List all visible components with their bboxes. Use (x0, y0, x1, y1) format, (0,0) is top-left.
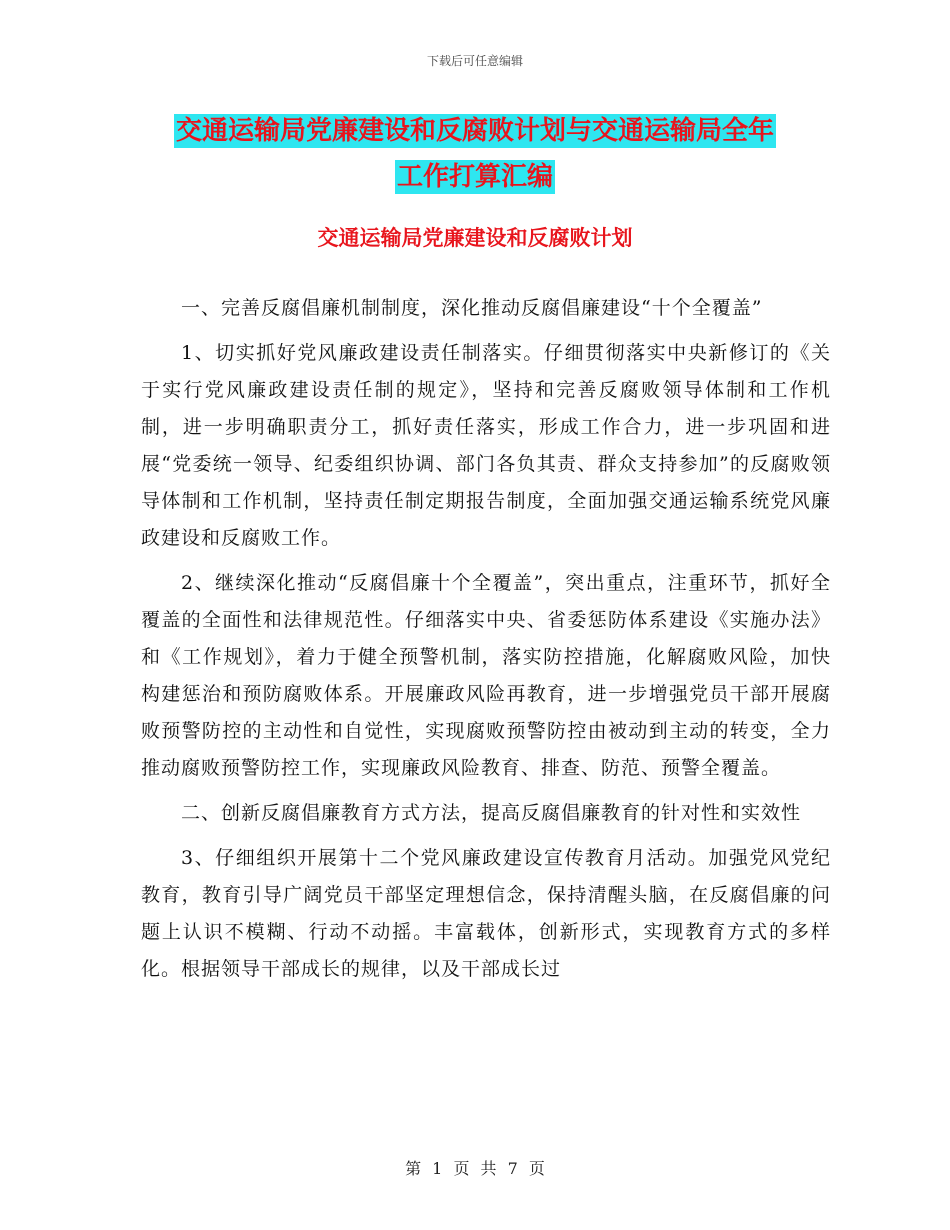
document-title (0, 108, 950, 200)
page-number: 第 1 页 共 7 页 (405, 1159, 545, 1178)
section-title: 交通运输局党廉建设和反腐败计划 (317, 225, 633, 250)
document-title-line-1: 交通运输局党廉建设和反腐败计划与交通运输局全年 (175, 116, 774, 146)
paragraph-item-1: 1、切实抓好党风廉政建设责任制落实。仔细贯彻落实中央新修订的《关于实行党风廉政建设责任制的规定》，坚持和完善反腐败领导体制和工作机制，进一步明确职责分工，抓好责任落实，形成工作合力，进一步巩固和进展“党委统一领导、纪委组织协调、部门各负其责、群众支持参加”的反腐败领导体制和工作机制，坚持责任制定期报告制度，全面加强交通运输系统党风廉政建设和反腐败工作。 (141, 342, 831, 549)
paragraph-heading-2: 二、创新反腐倡廉教育方式方法，提高反腐倡廉教育的针对性和实效性 (181, 802, 802, 824)
paragraph-heading-1: 一、完善反腐倡廉机制制度，深化推动反腐倡廉建设“十个全覆盖” (181, 297, 763, 319)
document-title-line-2: 工作打算汇编 (396, 162, 553, 192)
document-body (141, 290, 831, 996)
paragraph-item-2: 2、继续深化推动“反腐倡廉十个全覆盖”，突出重点，注重环节，抓好全覆盖的全面性和法律规范性。仔细落实中央、省委惩防体系建设《实施办法》和《工作规划》，着力于健全预警机制，落实防控措施，化解腐败风险，加快构建惩治和预防腐败体系。开展廉政风险再教育，进一步增强党员干部开展腐败预警防控的主动性和自觉性，实现腐败预警防控由被动到主动的转变，全力推动腐败预警防控工作，实现廉政风险教育、排查、防范、预警全覆盖。 (141, 572, 831, 779)
page-header-note: 下载后可任意编辑 (426, 54, 523, 68)
paragraph-item-3: 3、仔细组织开展第十二个党风廉政建设宣传教育月活动。加强党风党纪教育，教育引导广阔党员干部坚定理想信念，保持清醒头脑，在反腐倡廉的问题上认识不模糊、行动不动摇。丰富载体，创新形式，实现教育方式的多样化。根据领导干部成长的规律，以及干部成长过 (141, 847, 831, 980)
